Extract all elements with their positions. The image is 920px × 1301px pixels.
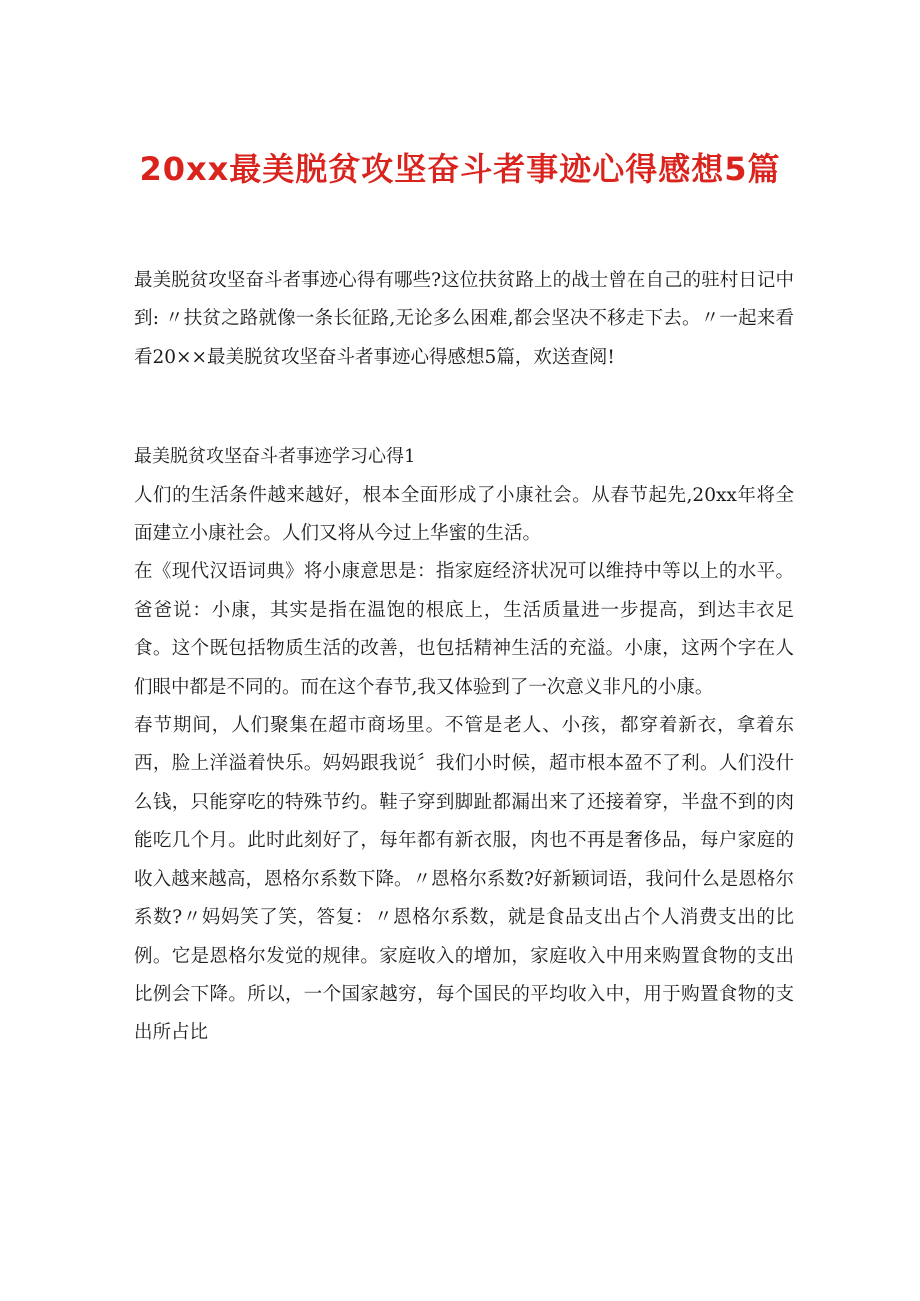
- section-heading: 最美脱贫攻坚奋斗者事迹学习心得1: [134, 446, 416, 468]
- document-body: [134, 262, 794, 1053]
- body-paragraph: 人们的生活条件越来越好，根本全面形成了小康社会。从春节起先,20xx年将全面建立小康社会。人们又将从今过上华蜜的生活。: [134, 484, 794, 545]
- document-title: 20xx最美脱贫攻坚奋斗者事迹心得感想5篇: [139, 150, 781, 189]
- body-paragraph: 春节期间，人们聚集在超市商场里。不管是老人、小孩，都穿着新衣，拿着东西，脸上洋溢着快乐。妈妈跟我说〞我们小时候，超市根本盈不了利。人们没什么钱，只能穿吃的特殊节约。鞋子穿到脚趾都漏出来了还接着穿，半盘不到的肉能吃几个月。此时此刻好了，每年都有新衣服，肉也不再是奢侈品，每户家庭的收入越来越高，恩格尔系数下降。〃恩格尔系数?好新颖词语，我问什么是恩格尔系数?〃妈妈笑了笑，答复：〃恩格尔系数，就是食品支出占个人消费支出的比例。它是恩格尔发觉的规律。家庭收入的增加，家庭收入中用来购置食物的支出比例会下降。所以，一个国家越穷，每个国民的平均收入中，用于购置食物的支出所占比: [134, 715, 794, 1044]
- body-paragraph: 在《现代汉语词典》将小康意思是：指家庭经济状况可以维持中等以上的水平。爸爸说：小康，其实是指在温饱的根底上，生活质量进一步提高，到达丰衣足食。这个既包括物质生活的改善，也包括精神生活的充溢。小康，这两个字在人们眼中都是不同的。而在这个春节,我又体验到了一次意义非凡的小康。: [134, 561, 794, 698]
- intro-paragraph: 最美脱贫攻坚奋斗者事迹心得有哪些?这位扶贫路上的战士曾在自己的驻村日记中到: 〃扶贫之路就像一条长征路,无论多么困难,都会坚决不移走下去。〃一起来看看20××最美脱贫攻坚奋斗者事迹心得感想5篇，欢送查阅!: [134, 270, 794, 368]
